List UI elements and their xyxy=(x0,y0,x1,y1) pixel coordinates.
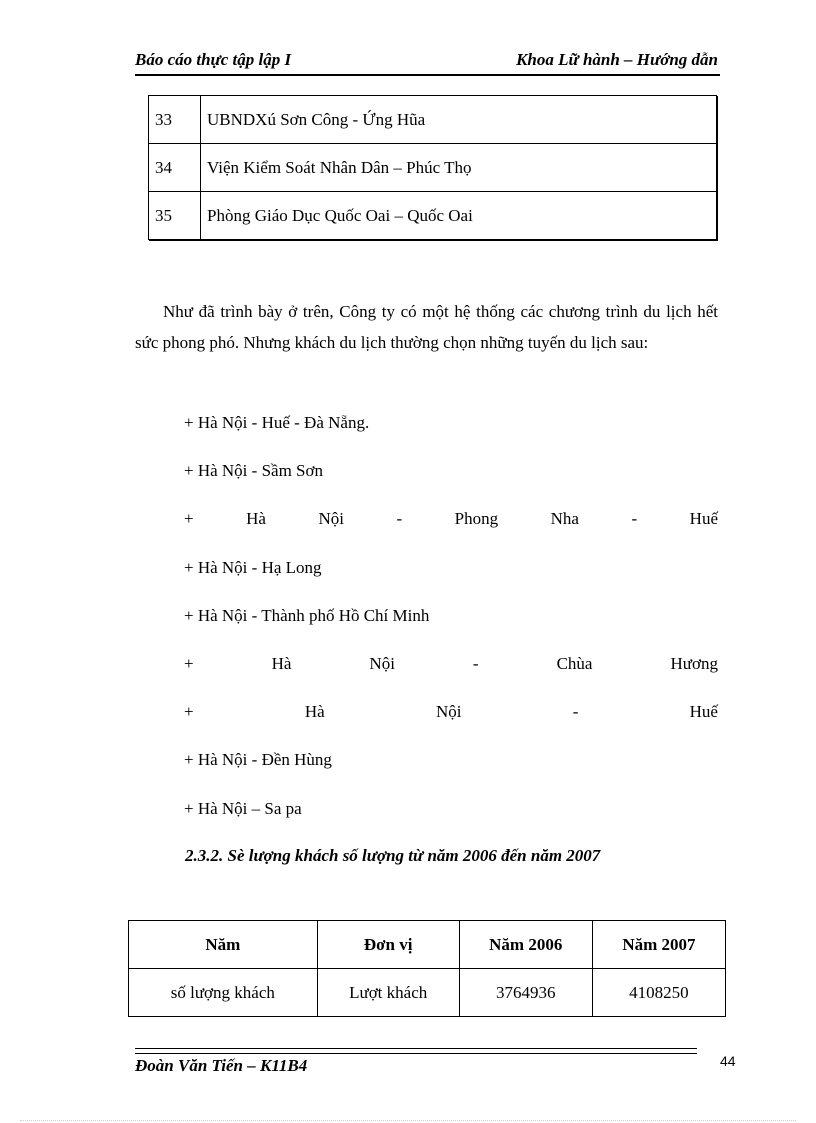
route-word: Hà xyxy=(246,509,266,528)
header-report-title: Báo cáo thực tập lập I xyxy=(135,50,292,69)
route-item-spread xyxy=(184,509,718,531)
route-item: + Hà Nội - Đền Hùng xyxy=(184,750,332,769)
header-faculty: Khoa Lữ hành – Hướng dẫn xyxy=(516,50,718,69)
route-word: + xyxy=(184,509,194,528)
table-cell: số lượng khách xyxy=(129,969,318,1017)
visitor-stats-table xyxy=(128,920,726,1017)
organization-name: Viện Kiểm Soát Nhân Dân – Phúc Thọ xyxy=(201,144,717,192)
route-item-spread xyxy=(184,702,718,724)
route-word: - xyxy=(572,702,579,721)
route-word: Hà xyxy=(304,702,325,721)
table-header-row xyxy=(129,921,726,969)
route-word: - xyxy=(472,654,479,673)
route-word: Nội xyxy=(435,702,462,721)
footer-author: Đoàn Văn Tiến – K11B4 xyxy=(135,1056,308,1075)
route-word: Nội xyxy=(318,509,344,528)
column-header: Năm 2006 xyxy=(459,921,592,969)
row-number: 34 xyxy=(149,144,201,192)
route-item: + Hà Nội - Huế - Đà Nẵng. xyxy=(184,413,370,432)
table-cell: Lượt khách xyxy=(317,969,459,1017)
route-item-spread xyxy=(184,654,718,676)
table-row xyxy=(129,969,726,1017)
column-header: Năm 2007 xyxy=(592,921,725,969)
page-number: 44 xyxy=(720,1053,736,1069)
page-edge-dots xyxy=(20,1120,796,1121)
route-word: + xyxy=(184,654,194,673)
route-word: Huế xyxy=(689,509,718,528)
organization-name: UBNDXú Sơn Công - Ứng Hũa xyxy=(201,96,717,144)
organization-table xyxy=(148,95,717,240)
intro-paragraph xyxy=(135,296,718,358)
route-item: + Hà Nội – Sa pa xyxy=(184,799,302,818)
route-word: - xyxy=(631,509,638,528)
column-header: Năm xyxy=(129,921,318,969)
table-row xyxy=(149,96,717,144)
route-word: Phong xyxy=(454,509,499,528)
organization-name: Phòng Giáo Dục Quốc Oai – Quốc Oai xyxy=(201,192,717,240)
route-word: Hà xyxy=(271,654,292,673)
table-row xyxy=(149,144,717,192)
route-item: + Hà Nội - Thành phố Hồ Chí Minh xyxy=(184,606,430,625)
route-word: Nha xyxy=(550,509,579,528)
table-cell: 3764936 xyxy=(459,969,592,1017)
table-row xyxy=(149,192,717,240)
footer-divider xyxy=(135,1048,697,1054)
intro-text: Như đã trình bày ở trên, Công ty có một hệ thống các chương trình du lịch hết sức phong phó. Nhưng khách du lịch thường chọn những tuyến du lịch sau: xyxy=(135,302,718,352)
column-header: Đơn vị xyxy=(317,921,459,969)
route-word: + xyxy=(184,702,194,721)
row-number: 35 xyxy=(149,192,201,240)
route-word: Nội xyxy=(369,654,395,673)
page-header xyxy=(135,48,720,76)
route-word: Huế xyxy=(689,702,718,721)
route-word: - xyxy=(396,509,403,528)
route-word: Chùa xyxy=(556,654,593,673)
row-number: 33 xyxy=(149,96,201,144)
route-item: + Hà Nội - Sầm Sơn xyxy=(184,461,323,480)
route-item: + Hà Nội - Hạ Long xyxy=(184,558,322,577)
table-cell: 4108250 xyxy=(592,969,725,1017)
route-word: Hương xyxy=(670,654,718,673)
section-heading: 2.3.2. Sè lượng khách số lượng từ năm 2006 đến năm 2007 xyxy=(185,846,601,865)
